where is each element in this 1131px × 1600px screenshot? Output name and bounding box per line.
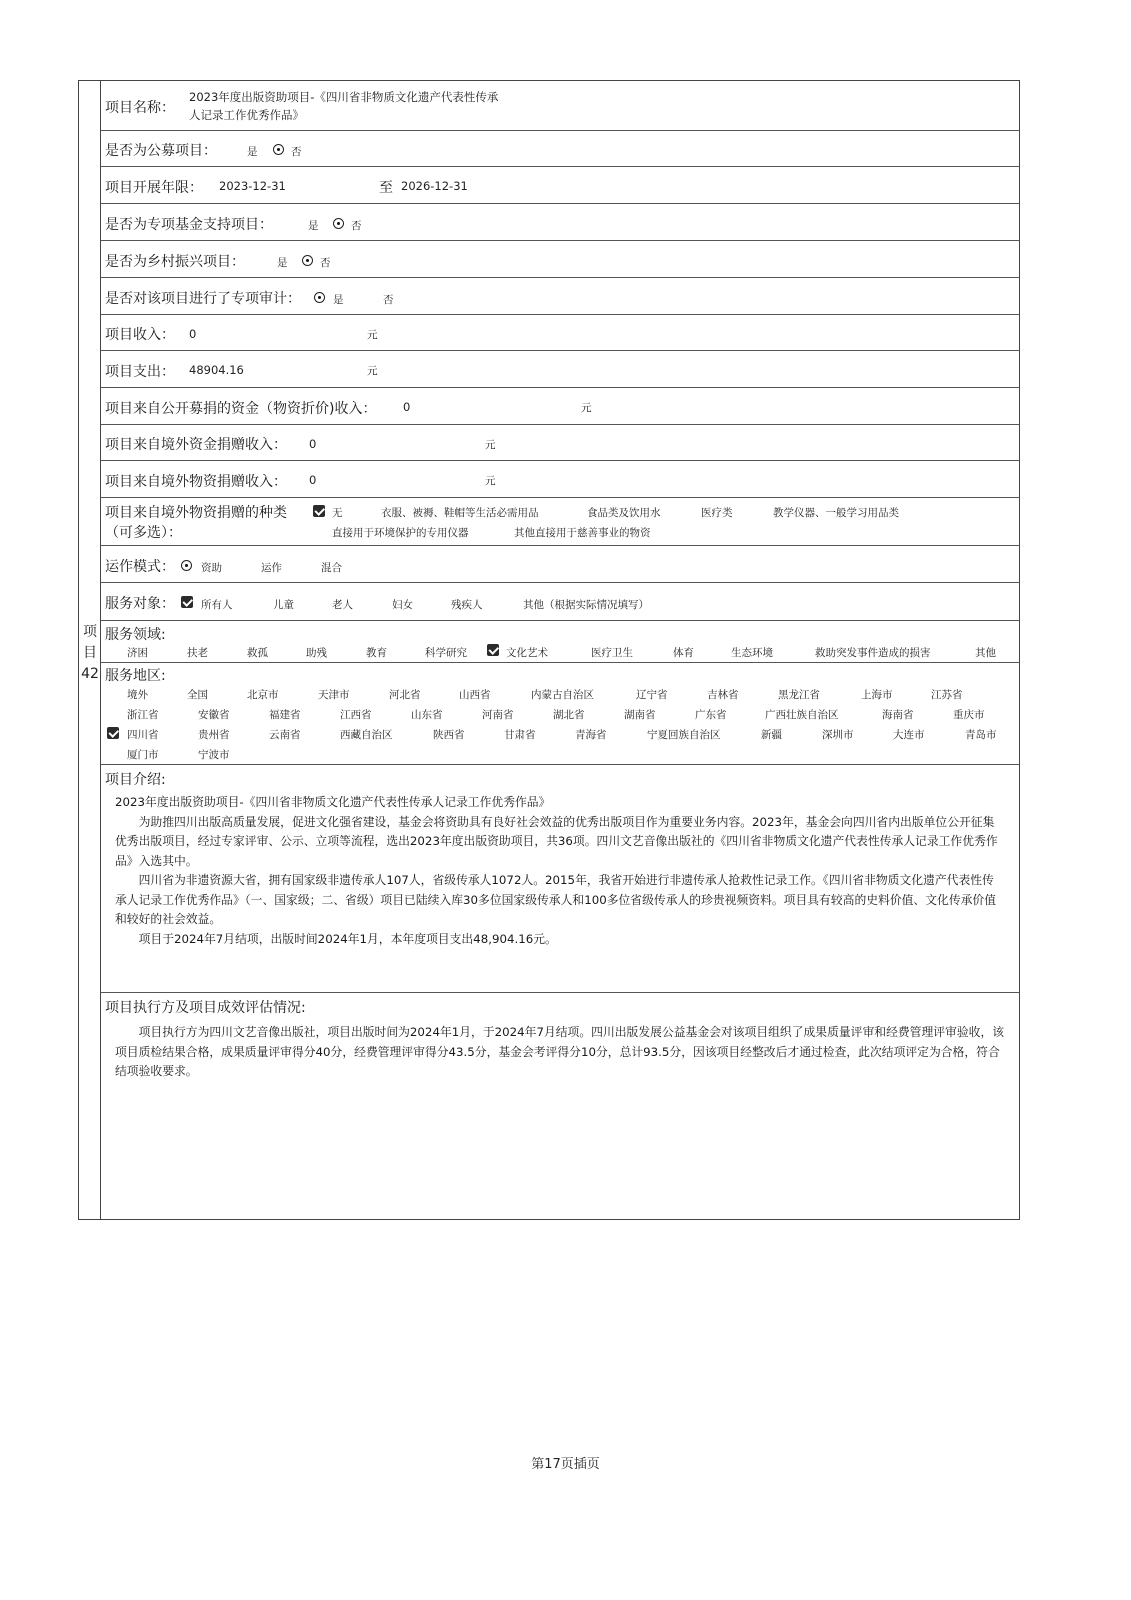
- region-option[interactable]: 大连市: [893, 729, 925, 741]
- side-char: 目: [83, 645, 97, 661]
- introduction-label: 项目介绍:: [105, 772, 166, 788]
- goods-option[interactable]: 食品类及饮用水: [587, 507, 661, 519]
- goods-option[interactable]: 衣服、被褥、鞋帽等生活必需用品: [381, 507, 539, 519]
- income-unit: 元: [367, 329, 378, 341]
- region-option[interactable]: 广西壮族自治区: [765, 709, 839, 721]
- region-option[interactable]: 青海省: [575, 729, 607, 741]
- radio-selected-icon[interactable]: [273, 144, 284, 155]
- foreign-fund-value: 0: [309, 437, 317, 451]
- goods-option[interactable]: 无: [332, 507, 343, 519]
- region-option[interactable]: 甘肃省: [504, 729, 536, 741]
- mode-option[interactable]: 混合: [321, 562, 342, 574]
- radio-selected-icon[interactable]: [302, 255, 313, 266]
- region-option[interactable]: 吉林省: [707, 689, 739, 701]
- intro-paragraph: 为助推四川出版高质量发展，促进文化强省建设，基金会将资助具有良好社会效益的优秀出版项目作为重要业务内容。2023年，基金会向四川省内出版单位公开征集优秀出版项目，经过专家评审、公示、立项等流程，选出2023年度出版资助项目，共36项。四川文艺音像出版社的《四川省非物质文化遗产代表性传承人记录工作优秀作品》入选其中。: [115, 814, 998, 868]
- option-no[interactable]: 否: [291, 146, 302, 158]
- region-option[interactable]: 黑龙江省: [778, 689, 820, 701]
- region-option[interactable]: 山西省: [459, 689, 491, 701]
- expense-unit: 元: [367, 365, 378, 377]
- field-option[interactable]: 救孤: [247, 647, 268, 659]
- goods-option[interactable]: 其他直接用于慈善事业的物资: [514, 527, 651, 539]
- region-option[interactable]: 湖南省: [624, 709, 656, 721]
- goods-option[interactable]: 直接用于环境保护的专用仪器: [332, 527, 469, 539]
- foreign-goods-unit: 元: [485, 475, 496, 487]
- region-option[interactable]: 海南省: [882, 709, 914, 721]
- evaluation-text: [115, 1023, 1005, 1082]
- row-foreign-goods-types: [101, 498, 1019, 546]
- row-service-region: [101, 663, 1019, 765]
- project-number-label: [79, 622, 101, 685]
- project-form-table: [78, 80, 1020, 1220]
- foreign-fund-label: 项目来自境外资金捐赠收入：: [105, 437, 287, 453]
- mode-option[interactable]: 运作: [261, 562, 282, 574]
- public-donation-unit: 元: [581, 402, 592, 414]
- project-name-line1: 2023年度出版资助项目-《四川省非物质文化遗产代表性传承: [189, 90, 499, 104]
- region-option[interactable]: 河南省: [482, 709, 514, 721]
- special-fund-label: 是否为专项基金支持项目：: [105, 217, 273, 233]
- project-name-label: 项目名称：: [105, 100, 175, 116]
- duration-label: 项目开展年限：: [105, 180, 203, 196]
- row-public-fundraising: [101, 131, 1019, 167]
- target-option[interactable]: 儿童: [273, 599, 294, 611]
- target-option[interactable]: 其他（根据实际情况填写）: [523, 599, 649, 611]
- expense-value: 48904.16: [189, 363, 244, 377]
- row-service-target: [101, 583, 1019, 621]
- region-option[interactable]: 上海市: [861, 689, 893, 701]
- row-duration: [101, 167, 1019, 204]
- field-option[interactable]: 医疗卫生: [591, 647, 633, 659]
- rural-label: 是否为乡村振兴项目：: [105, 254, 245, 270]
- region-option[interactable]: 西藏自治区: [340, 729, 393, 741]
- row-special-fund: [101, 204, 1019, 241]
- region-option[interactable]: 北京市: [247, 689, 279, 701]
- page-footer: 第17页插页: [531, 1457, 600, 1472]
- side-column: [79, 81, 101, 1219]
- income-label: 项目收入：: [105, 327, 175, 343]
- field-option[interactable]: 助残: [306, 647, 327, 659]
- intro-paragraph: 项目于2024年7月结项，出版时间2024年1月，本年度项目支出48,904.16元。: [138, 931, 557, 946]
- project-name-line2: 人记录工作优秀作品》: [189, 108, 304, 122]
- region-option[interactable]: 江西省: [340, 709, 372, 721]
- field-option[interactable]: 扶老: [187, 647, 208, 659]
- region-option[interactable]: 新疆: [761, 729, 782, 741]
- radio-selected-icon[interactable]: [333, 218, 344, 229]
- region-option[interactable]: 宁夏回族自治区: [647, 729, 721, 741]
- row-rural-revitalization: [101, 241, 1019, 278]
- mode-option[interactable]: 资助: [201, 562, 222, 574]
- option-no[interactable]: 否: [351, 220, 362, 232]
- field-option[interactable]: 科学研究: [425, 647, 467, 659]
- public-donation-value: 0: [403, 400, 411, 414]
- region-option[interactable]: 青岛市: [965, 729, 997, 741]
- evaluation-label: 项目执行方及项目成效评估情况:: [105, 1000, 306, 1016]
- target-option[interactable]: 妇女: [392, 599, 413, 611]
- side-char: 42: [81, 666, 99, 682]
- duration-start: 2023-12-31: [219, 179, 286, 193]
- region-option[interactable]: 福建省: [269, 709, 301, 721]
- field-option[interactable]: 救助突发事件造成的损害: [815, 647, 931, 659]
- region-option[interactable]: 天津市: [318, 689, 350, 701]
- evaluation-paragraph: 项目执行方为四川文艺音像出版社，项目出版时间为2024年1月，于2024年7月结项。四川出版发展公益基金会对该项目组织了成果质量评审和经费管理评审验收，该项目质检结果合格，成果质量评审得分40分，经费管理评审得分43.5分，基金会考评得分10分，总计93.5分，因该项目经整改后才通过检查，此次结项评定为合格，符合结项验收要求。: [115, 1025, 1005, 1078]
- region-option[interactable]: 广东省: [695, 709, 727, 721]
- field-option[interactable]: 生态环境: [731, 647, 773, 659]
- region-option[interactable]: 贵州省: [198, 729, 230, 741]
- row-expense: [101, 351, 1019, 388]
- operation-mode-label: 运作模式：: [105, 559, 175, 575]
- region-option[interactable]: 河北省: [389, 689, 421, 701]
- region-option[interactable]: 山东省: [411, 709, 443, 721]
- expense-label: 项目支出：: [105, 364, 175, 380]
- form-content: [101, 81, 1019, 1219]
- row-project-name: [101, 81, 1019, 131]
- region-option[interactable]: 云南省: [269, 729, 301, 741]
- option-no[interactable]: 否: [383, 294, 394, 306]
- region-option[interactable]: 陕西省: [433, 729, 465, 741]
- region-option[interactable]: 深圳市: [822, 729, 854, 741]
- field-option[interactable]: 体育: [673, 647, 694, 659]
- region-option[interactable]: 重庆市: [953, 709, 985, 721]
- foreign-goods-value: 0: [309, 473, 317, 487]
- row-foreign-fund-income: [101, 425, 1019, 461]
- service-target-label: 服务对象：: [105, 596, 175, 612]
- row-audit: [101, 278, 1019, 315]
- goods-types-label-line1: 项目来自境外物资捐赠的种类: [105, 505, 287, 521]
- goods-option[interactable]: 医疗类: [701, 507, 733, 519]
- public-donation-label: 项目来自公开募捐的资金（物资折价)收入：: [105, 401, 377, 417]
- row-foreign-goods-income: [101, 461, 1019, 498]
- field-option[interactable]: 文化艺术: [506, 647, 548, 659]
- option-yes[interactable]: 是: [308, 220, 319, 232]
- checkbox-checked-icon[interactable]: [107, 727, 119, 739]
- service-field-label: 服务领域:: [105, 627, 166, 643]
- public-fundraising-label: 是否为公募项目：: [105, 143, 217, 159]
- target-option[interactable]: 所有人: [201, 599, 233, 611]
- row-public-donation-income: [101, 388, 1019, 425]
- option-yes[interactable]: 是: [333, 294, 344, 306]
- service-region-label: 服务地区:: [105, 668, 166, 684]
- region-option[interactable]: 境外: [127, 689, 148, 701]
- goods-option[interactable]: 教学仪器、一般学习用品类: [773, 507, 899, 519]
- option-no[interactable]: 否: [320, 257, 331, 269]
- duration-to: 至: [379, 180, 393, 196]
- region-option[interactable]: 厦门市: [127, 749, 159, 761]
- intro-paragraph: 2023年度出版资助项目-《四川省非物质文化遗产代表性传承人记录工作优秀作品》: [115, 795, 551, 809]
- audit-label: 是否对该项目进行了专项审计：: [105, 291, 301, 307]
- radio-selected-icon[interactable]: [314, 292, 325, 303]
- target-option[interactable]: 老人: [332, 599, 353, 611]
- region-option[interactable]: 宁波市: [198, 749, 230, 761]
- target-option[interactable]: 残疾人: [451, 599, 483, 611]
- field-option[interactable]: 教育: [366, 647, 387, 659]
- region-option[interactable]: 江苏省: [931, 689, 963, 701]
- goods-types-label-line2: （可多选）：: [105, 525, 182, 541]
- foreign-goods-label: 项目来自境外物资捐赠收入：: [105, 474, 287, 490]
- region-option[interactable]: 辽宁省: [636, 689, 668, 701]
- region-option[interactable]: 浙江省: [127, 709, 159, 721]
- income-value: 0: [189, 327, 197, 341]
- row-income: [101, 315, 1019, 351]
- region-option[interactable]: 内蒙古自治区: [531, 689, 594, 701]
- option-yes[interactable]: 是: [277, 257, 288, 269]
- row-service-field: [101, 621, 1019, 663]
- region-option[interactable]: 湖北省: [553, 709, 585, 721]
- introduction-text: [115, 793, 1005, 949]
- row-introduction: [101, 765, 1019, 993]
- checkbox-checked-icon[interactable]: [313, 505, 325, 517]
- intro-paragraph: 四川省为非遗资源大省，拥有国家级非遗传承人107人，省级传承人1072人。2015年，我省开始进行非遗传承人抢救性记录工作。《四川省非物质文化遗产代表性传承人记录工作优秀作品》（一、国家级；二、省级）项目已陆续入库30多位国家级传承人和100多位省级传承人的珍贵视频资料。项目具有较高的史料价值、文化传承价值和较好的社会效益。: [115, 873, 997, 926]
- checkbox-checked-icon[interactable]: [181, 596, 193, 608]
- field-option[interactable]: 济困: [127, 647, 148, 659]
- radio-selected-icon[interactable]: [181, 560, 192, 571]
- region-option[interactable]: 四川省: [127, 729, 159, 741]
- region-option[interactable]: 安徽省: [198, 709, 230, 721]
- region-option[interactable]: 全国: [187, 689, 208, 701]
- side-char: 项: [83, 624, 97, 640]
- checkbox-checked-icon[interactable]: [487, 644, 499, 656]
- foreign-fund-unit: 元: [485, 439, 496, 451]
- duration-end: 2026-12-31: [401, 179, 468, 193]
- row-evaluation: [101, 993, 1019, 1221]
- field-option[interactable]: 其他: [975, 647, 996, 659]
- option-yes[interactable]: 是: [247, 146, 258, 158]
- row-operation-mode: [101, 546, 1019, 583]
